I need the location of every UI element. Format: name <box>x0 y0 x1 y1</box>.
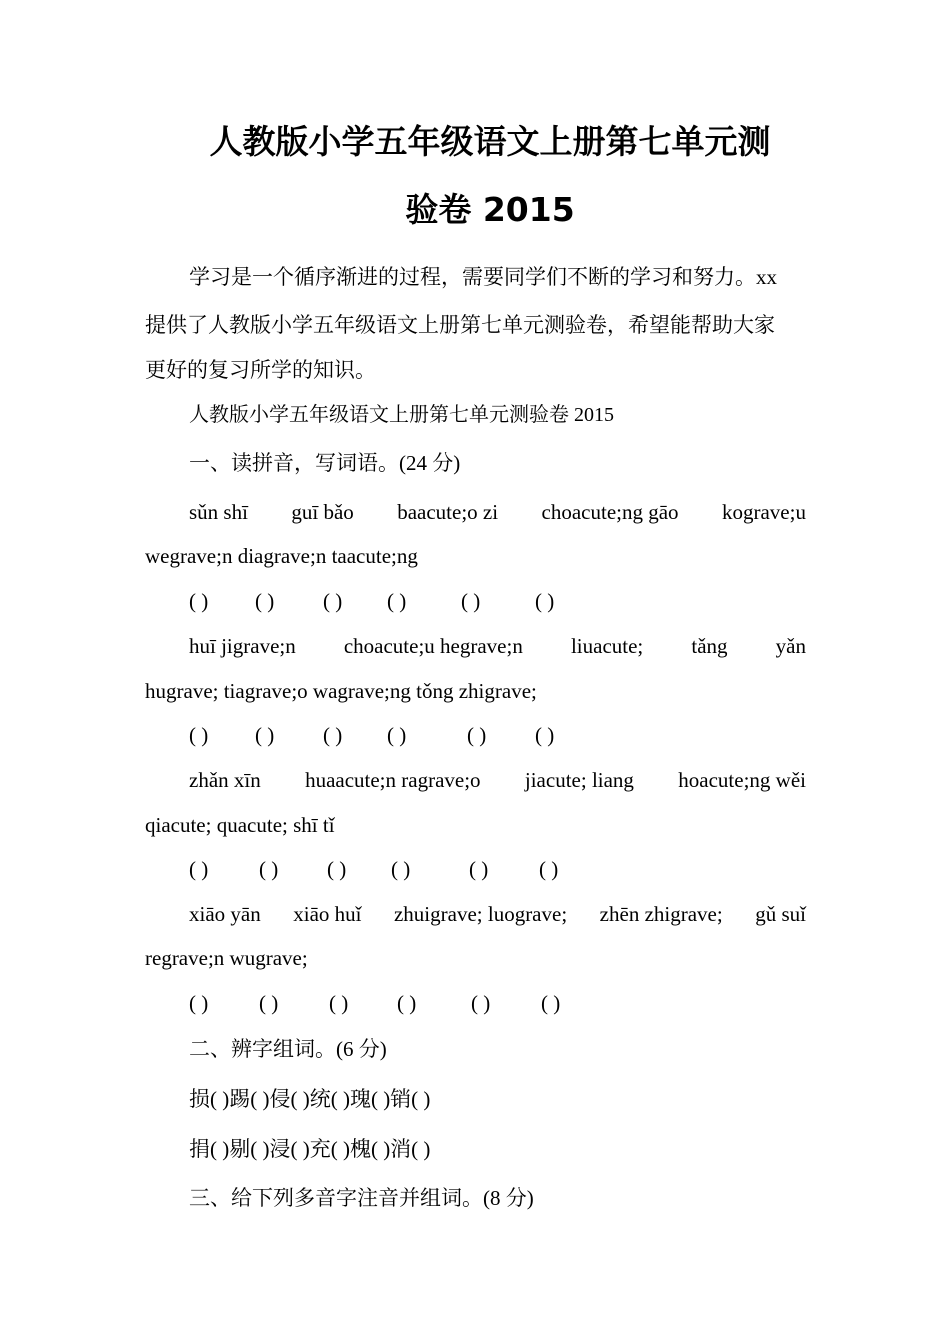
answer-blank-row <box>189 854 609 884</box>
pinyin-word: jiacute; liang <box>524 768 634 792</box>
answer-blank[interactable]: ( ) <box>189 991 209 1015</box>
pinyin-word: sǔn shī <box>189 500 248 524</box>
pinyin-line <box>189 899 806 929</box>
pinyin-line <box>189 631 806 661</box>
pinyin-word: baacute;o zi <box>397 500 499 524</box>
answer-blank[interactable]: ( ) <box>539 857 559 881</box>
char-row: 损( )踢( )侵( )统( )瑰( )销( ) <box>189 1087 431 1111</box>
answer-blank[interactable]: ( ) <box>471 991 491 1015</box>
answer-blank[interactable]: ( ) <box>535 589 555 613</box>
section2-heading: 二、辨字组词。(6 分) <box>189 1037 387 1061</box>
section3-heading: 三、给下列多音字注音并组词。(8 分) <box>189 1186 534 1210</box>
answer-blank[interactable]: ( ) <box>189 857 209 881</box>
answer-blank[interactable]: ( ) <box>467 723 487 747</box>
pinyin-continuation: wegrave;n diagrave;n taacute;ng <box>145 544 418 568</box>
answer-blank[interactable]: ( ) <box>255 723 275 747</box>
answer-blank[interactable]: ( ) <box>259 991 279 1015</box>
intro-line2: 提供了人教版小学五年级语文上册第七单元测验卷，希望能帮助大家 <box>145 313 775 337</box>
pinyin-word: zhuigrave; luograve; <box>393 902 568 926</box>
pinyin-word: gǔ suǐ <box>755 902 806 926</box>
answer-blank[interactable]: ( ) <box>329 991 349 1015</box>
pinyin-word: yǎn <box>775 634 806 658</box>
answer-blank[interactable]: ( ) <box>397 991 417 1015</box>
answer-blank[interactable]: ( ) <box>323 589 343 613</box>
document-title-line1: 人教版小学五年级语文上册第七单元测 <box>209 122 771 161</box>
intro-line1: 学习是一个循序渐进的过程，需要同学们不断的学习和努力。xx <box>189 265 777 289</box>
answer-blank[interactable]: ( ) <box>387 723 407 747</box>
pinyin-word: liuacute; <box>570 634 644 658</box>
answer-blank[interactable]: ( ) <box>541 991 561 1015</box>
answer-blank-row <box>189 586 605 616</box>
answer-blank[interactable]: ( ) <box>259 857 279 881</box>
pinyin-continuation: hugrave; tiagrave;o wagrave;ng tǒng zhigrave; <box>145 679 537 703</box>
pinyin-line <box>189 497 806 527</box>
pinyin-line <box>189 765 806 795</box>
pinyin-word: tǎng <box>691 634 728 658</box>
section1-heading: 一、读拼音，写词语。(24 分) <box>189 451 461 475</box>
pinyin-word: guī bǎo <box>291 500 354 524</box>
answer-blank[interactable]: ( ) <box>535 723 555 747</box>
answer-blank[interactable]: ( ) <box>327 857 347 881</box>
pinyin-word: zhēn zhigrave; <box>599 902 723 926</box>
answer-blank[interactable]: ( ) <box>469 857 489 881</box>
answer-blank[interactable]: ( ) <box>391 857 411 881</box>
pinyin-word: choacute;ng gāo <box>541 500 679 524</box>
char-row: 捐( )剔( )浸( )充( )槐( )消( ) <box>189 1137 431 1161</box>
pinyin-continuation: qiacute; quacute; shī tǐ <box>145 813 335 837</box>
answer-blank-row <box>189 988 611 1018</box>
pinyin-word: kograve;u <box>721 500 806 524</box>
answer-blank[interactable]: ( ) <box>189 723 209 747</box>
answer-blank[interactable]: ( ) <box>323 723 343 747</box>
document-title-line2: 验卷 2015 <box>405 190 575 229</box>
pinyin-word: huī jigrave;n <box>189 634 296 658</box>
intro-line3: 更好的复习所学的知识。 <box>145 358 376 382</box>
subtitle: 人教版小学五年级语文上册第七单元测验卷 2015 <box>189 404 614 426</box>
answer-blank[interactable]: ( ) <box>461 589 481 613</box>
pinyin-word: huaacute;n ragrave;o <box>305 768 481 792</box>
pinyin-continuation: regrave;n wugrave; <box>145 946 308 970</box>
pinyin-word: choacute;u hegrave;n <box>343 634 523 658</box>
answer-blank[interactable]: ( ) <box>387 589 407 613</box>
answer-blank[interactable]: ( ) <box>189 589 209 613</box>
answer-blank[interactable]: ( ) <box>255 589 275 613</box>
pinyin-word: zhǎn xīn <box>189 768 261 792</box>
pinyin-word: hoacute;ng wěi <box>678 768 806 792</box>
pinyin-word: xiāo yān <box>189 902 261 926</box>
answer-blank-row <box>189 720 605 750</box>
pinyin-word: xiāo huǐ <box>293 902 362 926</box>
